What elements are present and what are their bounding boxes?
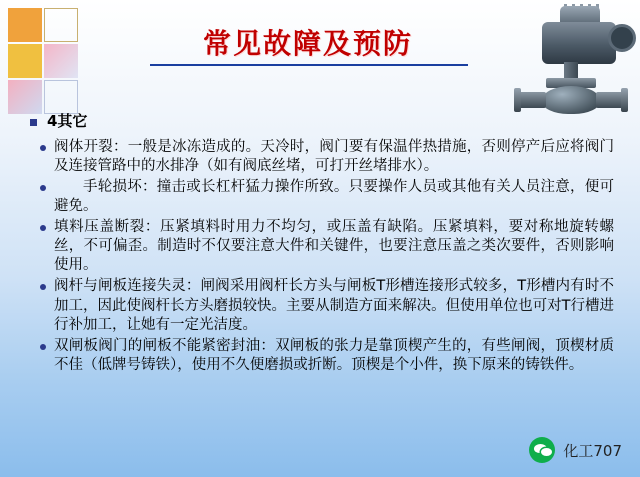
list-item <box>26 218 614 275</box>
valve-actuator-body <box>542 22 616 64</box>
list-item <box>26 178 614 216</box>
valve-pipe-end-left <box>514 88 521 112</box>
footer-logo <box>529 437 622 463</box>
deco-square-outline-bottom <box>44 80 78 114</box>
dot-bullet-icon <box>40 145 46 151</box>
dot-bullet-icon <box>40 284 46 290</box>
valve-body <box>542 86 600 114</box>
paragraph-text: 双闸板阀门的闸板不能紧密封油：双闸板的张力是靠顶楔产生的，有些闸阀，顶楔材质不佳（低牌号铸铁），使用不久便磨损或折断。顶楔是个小件，换下原来的铸铁件。 <box>54 337 614 373</box>
title-underline <box>150 64 468 66</box>
paragraph-text: 手轮损坏：撞击或长杠杆猛力操作所致。只要操作人员或其他有关人员注意，便可避免。 <box>54 178 614 214</box>
valve-pipe-end-right <box>621 88 628 112</box>
slide-title: 常见故障及预防 <box>202 27 413 60</box>
dot-bullet-icon <box>40 225 46 231</box>
deco-square-gradient-left <box>8 80 42 114</box>
deco-square-gradient-right <box>44 44 78 78</box>
deco-square-outline-top <box>44 8 78 42</box>
valve-pipe-right <box>596 92 624 108</box>
deco-square-gold <box>8 44 42 78</box>
list-item <box>26 337 614 375</box>
valve-pipe-left <box>518 92 546 108</box>
dot-bullet-icon <box>40 344 46 350</box>
slide-title-wrap <box>128 22 488 66</box>
list-item <box>26 277 614 334</box>
decorative-squares <box>0 0 96 120</box>
paragraph-text: 阀体开裂：一般是冰冻造成的。天冷时，阀门要有保温伴热措施，否则停产后应将阀门及连接管路中的水排净（如有阀底丝堵，可打开丝堵排水）。 <box>54 138 614 174</box>
wechat-icon <box>529 437 555 463</box>
slide-content <box>26 112 614 377</box>
paragraph-text: 填料压盖断裂：压紧填料时用力不均匀，或压盖有缺陷。压紧填料，要对称地旋转螺丝，不可偏歪。制造时不仅要注意大件和关键件，也要注意压盖之类次要件，否则影响使用。 <box>54 219 614 274</box>
footer-account-name: 化工707 <box>563 441 622 460</box>
paragraph-text: 阀杆与闸板连接失灵：闸阀采用阀杆长方头与闸板T形槽连接形式较多，T形槽内有时不加工，因此使阀杆长方头磨损较快。主要从制造方面来解决。但使用单位也可对T行槽进行补加工，让她有一定光洁度。 <box>54 278 614 333</box>
content-heading <box>26 112 614 132</box>
valve-actuator-image <box>512 4 632 126</box>
list-item <box>26 138 614 176</box>
dot-bullet-icon <box>40 185 46 191</box>
heading-label: 4其它 <box>47 112 88 130</box>
valve-handwheel <box>608 24 636 52</box>
square-bullet-icon <box>30 119 37 126</box>
deco-square-orange <box>8 8 42 42</box>
